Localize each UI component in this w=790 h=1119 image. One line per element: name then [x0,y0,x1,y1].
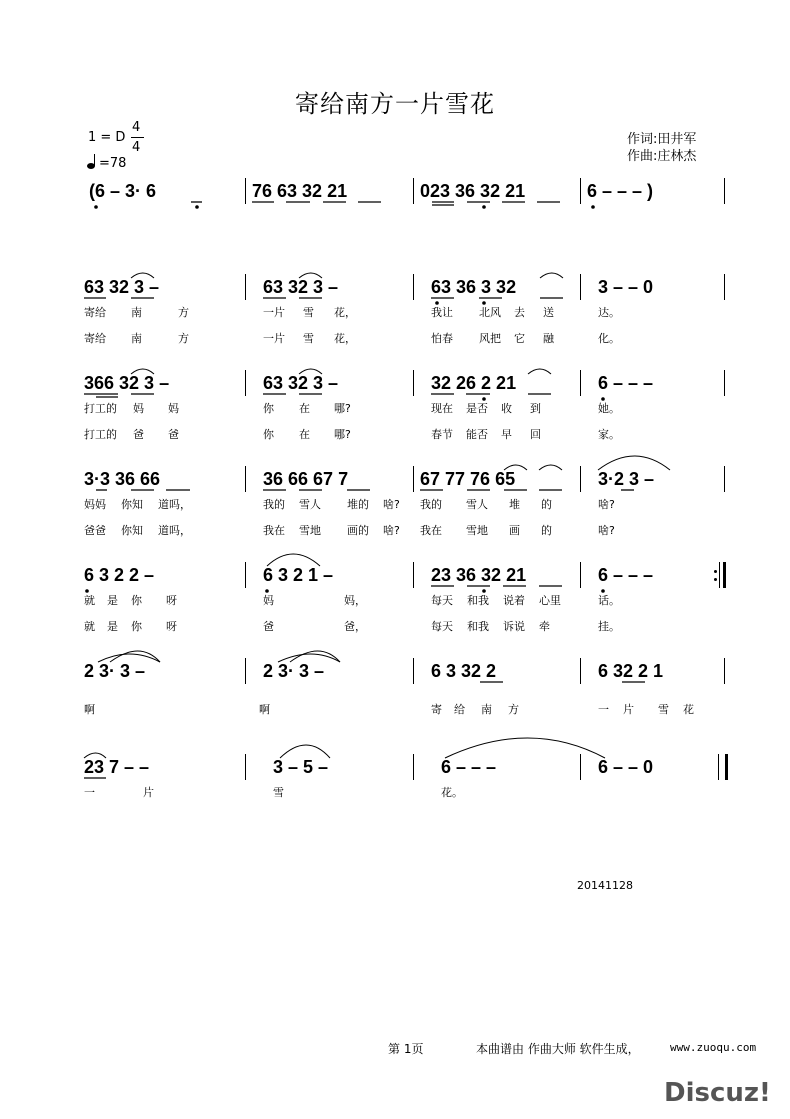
lyric: 她。 [598,402,620,415]
date-stamp: 20141128 [577,879,633,892]
lyric: 花， [334,332,356,345]
lyric: 我在 [263,524,285,537]
lyric: 寄 [431,703,442,716]
lyric: 回 [530,428,541,441]
lyric: 是 [107,594,118,607]
lyric: 方 [178,306,189,319]
lyric: 堆 [509,498,520,511]
lyric: 在 [299,428,310,441]
lyric: 南 [481,703,492,716]
lyric: 雪 [303,332,314,345]
lyric: 啥? [383,524,400,537]
lyric: 收 [501,402,512,415]
lyric: 挂。 [598,620,620,633]
lyric: 牵 [539,620,550,633]
lyric: 一 [84,786,95,799]
lyric: 到 [530,402,541,415]
measure-7-3: 6 – – – [441,757,497,777]
lyric: 花。 [441,786,463,799]
lyric: 方 [178,332,189,345]
lyric: 化。 [598,332,620,345]
lyric: 片 [623,703,634,716]
lyric: 融 [543,332,554,345]
lyric: 就 [84,620,95,633]
lyric: 妈 [263,594,274,607]
measure-3-2: 63 32 3 – [263,373,339,393]
lyric: 达。 [598,306,620,319]
watermark-logo: Discuz! [664,1078,771,1108]
lyric: 现在 [431,402,453,415]
measure-1-3: 023 36 32 21 [420,181,526,201]
lyric: 早 [501,428,512,441]
lyric: 你知 [121,524,143,537]
lyric: 爸 [263,620,274,633]
lyric: 在 [299,402,310,415]
lyric: 道吗， [158,524,191,537]
page-number: 第 1页 [388,1042,424,1056]
lyric: 爸 [168,428,179,441]
measure-4-2: 36 66 67 7 [263,469,349,489]
website-link[interactable]: www.zuoqu.com [670,1041,757,1054]
measure-1-2: 76 63 32 21 [252,181,348,201]
lyric: 南 [131,332,142,345]
lyric: 哪? [334,402,351,415]
lyric: 雪地 [299,524,321,537]
key-signature: 1 = D [88,130,126,145]
lyric: 它 [514,332,525,345]
tempo: =78 [99,156,127,171]
measure-1-4: 6 – – – ) [587,181,654,201]
lyric: 你知 [121,498,143,511]
lyric: 的 [541,498,552,511]
lyric: 妈 [168,402,179,415]
measure-3-4: 6 – – – [598,373,654,393]
lyric: 话。 [598,594,620,607]
lyric: 雪人 [466,498,488,511]
lyric: 是 [107,620,118,633]
lyric: 打工的 [84,428,117,441]
measure-3-3: 32 26 2 21 [431,373,517,393]
lyric: 就 [84,594,95,607]
lyric: 每天 [431,594,453,607]
lyric: 你 [263,428,274,441]
lyric: 能否 [466,428,488,441]
measure-6-4: 6 32 2 1 [598,661,664,681]
lyric: 是否 [466,402,488,415]
measure-2-1: 63 32 3 – [84,277,160,297]
measure-6-3: 6 3 32 2 [431,661,497,681]
measure-1-1: (6 – 3· 6 [89,181,157,201]
lyric: 爸爸 [84,524,106,537]
lyric: 雪 [658,703,669,716]
lyric: 给 [454,703,465,716]
lyric: 我的 [263,498,285,511]
lyric: 风把 [479,332,501,345]
lyric: 花， [334,306,356,319]
lyric: 寄给 [84,306,106,319]
lyric: 怕春 [431,332,453,345]
lyric: 妈 [133,402,144,415]
lyric: 妈， [344,594,366,607]
lyric: 啥? [598,498,615,511]
measure-4-3: 67 77 76 65 [420,469,516,489]
lyric: 啥? [383,498,400,511]
lyric: 北风 [479,306,501,319]
lyric: 你 [131,620,142,633]
lyric: 我在 [420,524,442,537]
lyric: 和我 [467,620,489,633]
lyric: 一片 [263,332,285,345]
lyric: 送 [543,306,554,319]
lyric: 一片 [263,306,285,319]
lyric: 诉说 [503,620,525,633]
measure-2-4: 3 – – 0 [598,277,654,297]
lyric: 呀 [166,594,177,607]
measure-7-1: 23 7 – – [84,757,150,777]
measure-5-4: 6 – – – [598,565,654,585]
lyric: 堆的 [347,498,369,511]
measure-2-3: 63 36 3 32 [431,277,517,297]
measure-7-4: 6 – – 0 [598,757,654,777]
measure-6-1: 2 3· 3 – [84,661,146,681]
measure-6-2: 2 3· 3 – [263,661,325,681]
lyric: 家。 [598,428,620,441]
lyric: 我的 [420,498,442,511]
lyric: 雪地 [466,524,488,537]
lyricist: 作词:田井军 [627,132,697,147]
lyric: 哪? [334,428,351,441]
lyric: 雪 [303,306,314,319]
lyric: 寄给 [84,332,106,345]
lyric: 爸， [344,620,366,633]
lyric: 你 [131,594,142,607]
measure-4-4: 3·2 3 – [598,469,655,489]
lyric: 一 [598,703,609,716]
generator-credit: 本曲谱由 作曲大师 软件生成， [476,1042,640,1056]
lyric: 和我 [467,594,489,607]
composer: 作曲:庄林杰 [627,149,697,164]
lyric: 去 [514,306,525,319]
lyric: 画 [509,524,520,537]
lyric: 的 [541,524,552,537]
measure-4-1: 3·3 36 66 [84,469,161,489]
time-signature-bottom: 4 [132,140,141,155]
lyric: 爸 [133,428,144,441]
lyric: 片 [143,786,154,799]
lyric: 画的 [347,524,369,537]
lyric: 说着 [503,594,525,607]
measure-5-3: 23 36 32 21 [431,565,527,585]
lyric: 雪 [273,786,284,799]
lyric: 花 [683,703,694,716]
lyric: 心里 [539,594,561,607]
lyric: 方 [508,703,519,716]
time-signature-top: 4 [132,120,141,135]
lyric: 春节 [431,428,453,441]
page-title: 寄给南方一片雪花 [295,90,495,118]
lyric: 每天 [431,620,453,633]
lyric: 打工的 [84,402,117,415]
lyric: 啥? [598,524,615,537]
lyric: 啊 [259,703,270,716]
measure-2-2: 63 32 3 – [263,277,339,297]
lyric: 南 [131,306,142,319]
lyric: 道吗， [158,498,191,511]
measure-7-2: 3 – 5 – [273,757,329,777]
lyric: 呀 [166,620,177,633]
lyric: 啊 [84,703,95,716]
measure-3-1: 366 32 3 – [84,373,170,393]
lyric: 雪人 [299,498,321,511]
measure-5-2: 6 3 2 1 – [263,565,334,585]
measure-5-1: 6 3 2 2 – [84,565,155,585]
lyric: 妈妈 [84,498,106,511]
lyric: 我让 [431,306,453,319]
lyric: 你 [263,402,274,415]
